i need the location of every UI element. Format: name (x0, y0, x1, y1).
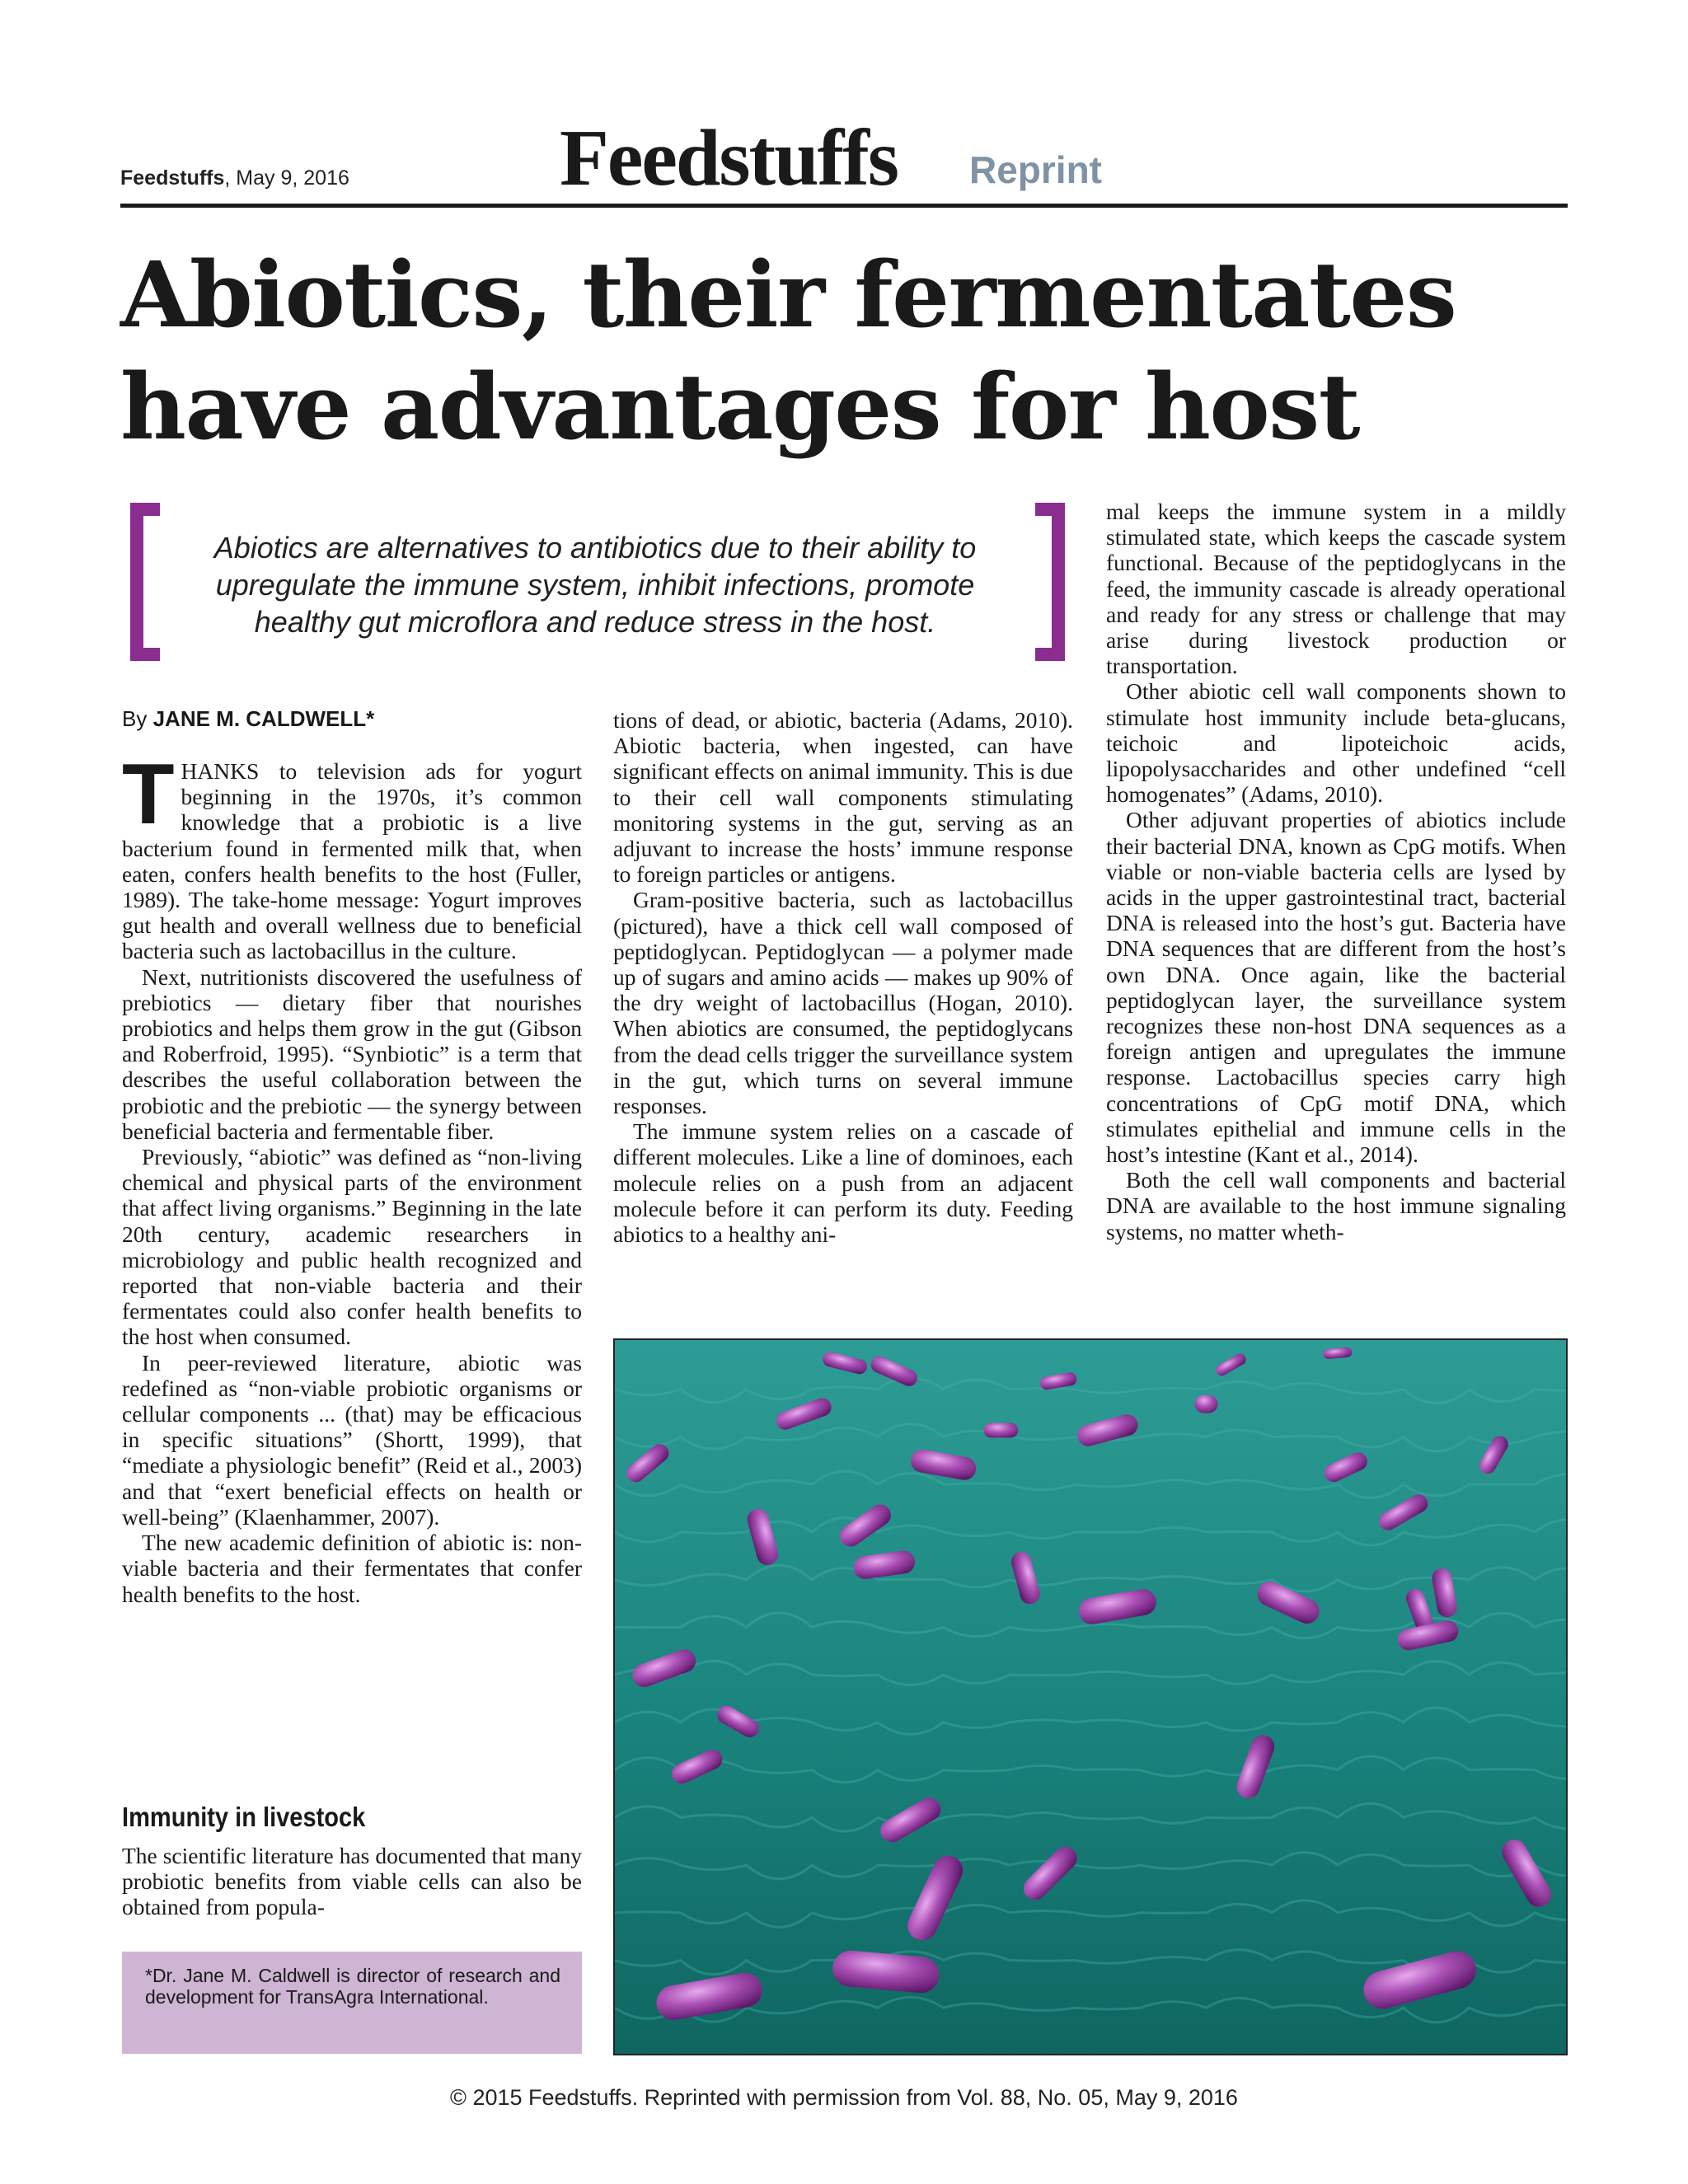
pull-quote-right-bracket (1035, 503, 1065, 661)
paragraph: tions of dead, or abiotic, bacteria (Adams, 2010). Abiotic bacteria, when ingested, can have significant effects on animal immunity. This is due to their cell wall components stimulating monitoring systems in the gut, serving as an adjuvant to increase the hosts’ immune response to foreign particles or antigens. (613, 707, 1073, 888)
article-column-1 (122, 747, 582, 1607)
article-column-2 (613, 707, 1073, 1247)
paragraph (122, 747, 582, 964)
drop-cap: T (122, 747, 175, 842)
paragraph: Gram-positive bacteria, such as lactobacillus (pictured), have a thick cell wall composed of peptidoglycan. Peptidoglycan — a polymer made up of sugars and amino acids — makes up 90% of the dry weight of lactobacillus (Hogan, 2010). When abiotics are consumed, the peptidoglycans from the dead cells trigger the surveillance system in the gut, which turns on several immune responses. (613, 887, 1073, 1119)
article-column-3 (1106, 499, 1566, 1244)
copyright-footer: © 2015 Feedstuffs. Reprinted with permission from Vol. 88, No. 05, May 9, 2016 (450, 2085, 1238, 2110)
masthead (120, 115, 1568, 208)
paragraph: The scientific literature has documented that many probiotic benefits from viable cells can also be obtained from popula- (122, 1843, 582, 1920)
article-headline (120, 239, 1587, 463)
author-footnote: *Dr. Jane M. Caldwell is director of research and development for TransAgra International. (122, 1952, 582, 2054)
reprint-label: Reprint (969, 148, 1102, 191)
issue-date-text: , May 9, 2016 (224, 166, 349, 190)
paragraph: In peer-reviewed literature, abiotic was redefined as “non-viable probiotic organisms or cellular components ... (that) may be efficacious in specific situations” (Shortt, 1999), that “mediate a physiologic benefit” (Reid et al., 2003) and that “exert beneficial effects on health or well-being” (Klaenhammer, 2007). (122, 1349, 582, 1530)
paragraph-text: HANKS to television ads for yogurt beginning in the 1970s, it’s common knowledge that a probiotic is a live bacterium found in fermented milk that, when eaten, confers health benefits to the host (Fuller, 1989). The take-home message: Yogurt improves gut health and overall wellness due to beneficial bacteria such as lactobacillus in the culture. (122, 758, 582, 964)
paragraph: Previously, “abiotic” was defined as “non-living chemical and physical parts of the environment that affect living organisms.” Beginning in the late 20th century, academic researchers in microbiology and public health recognized and reported that non-viable bacteria and their fermentates could also confer health benefits to the host when consumed. (122, 1144, 582, 1350)
publication-name: Feedstuffs (120, 166, 225, 190)
pull-quote-left-bracket (130, 503, 160, 661)
headline-line-1: Abiotics, their fermentates (120, 241, 1456, 348)
author-name: JANE M. CALDWELL* (152, 706, 375, 731)
paragraph: The immune system relies on a cascade of different molecules. Like a line of dominoes, each molecule relies on a push from an adjacent molecule before it can perform its duty. Feeding abiotics to a healthy ani- (613, 1118, 1073, 1248)
paragraph: Other adjuvant properties of abiotics include their bacterial DNA, known as CpG motifs. When viable or non-viable bacteria cells are lysed by acids in the upper gastrointestinal tract, bacterial DNA is released into the host’s gut. Bacteria have DNA sequences that are different from the host’s own DNA. Once again, like the bacterial peptidoglycan layer, the surveillance system recognizes these non-host DNA sequences as a foreign antigen and upregulates the immune response. Lactobacillus species carry high concentrations of CpG motif DNA, which stimulates epithelial and immune cells in the host’s intestine (Kant et al., 2014). (1106, 807, 1566, 1168)
byline-prefix: By (122, 706, 153, 731)
publication-logo: Feedstuffs (560, 114, 898, 203)
lactobacillus-illustration (613, 1338, 1568, 2055)
headline-line-2: have advantages for host (120, 354, 1360, 460)
issue-date (120, 166, 349, 190)
section-subhead: Immunity in livestock (122, 1802, 366, 1832)
byline (122, 706, 374, 732)
bacterium (983, 1423, 1018, 1438)
article-column-1-continued (122, 1843, 582, 1920)
paragraph: The new academic definition of abiotic is: non-viable bacteria and their fermentates that confer health benefits to the host. (122, 1530, 582, 1607)
paragraph: Next, nutritionists discovered the usefulness of prebiotics — dietary fiber that nourishes probiotics and helps them grow in the gut (Gibson and Roberfroid, 1995). “Synbiotic” is a term that describes the useful collaboration between the probiotic and the prebiotic — the synergy between beneficial bacteria and fermentable fiber. (122, 963, 582, 1144)
paragraph: Other abiotic cell wall components shown to stimulate host immunity include beta-glucans, teichoic and lipoteichoic acids, lipopolysaccharides and other undefined “cell homogenates” (Adams, 2010). (1106, 678, 1566, 808)
bacterium (1195, 1395, 1218, 1413)
bacteria-image (615, 1340, 1566, 2054)
paragraph: mal keeps the immune system in a mildly stimulated state, which keeps the cascade system functional. Because of the peptidoglycans in the feed, the immunity cascade is already operational and ready for any stress or challenge that may arise during livestock production or transportation. (1106, 499, 1566, 679)
paragraph: Both the cell wall components and bacterial DNA are available to the host immune signaling systems, no matter wheth- (1106, 1167, 1566, 1244)
pull-quote: Abiotics are alternatives to antibiotics due to their ability to upregulate the immune system, inhibit infections, promote healthy gut microflora and reduce stress in the host. (213, 531, 977, 639)
